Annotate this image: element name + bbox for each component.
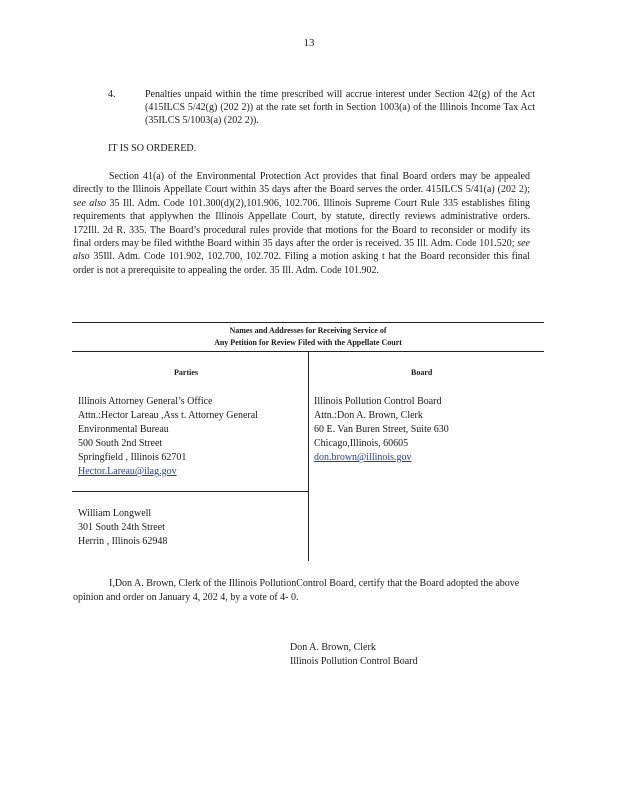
signature-block bbox=[290, 641, 418, 669]
address-line: Springfield , Illinois 62701 bbox=[78, 452, 187, 463]
item-text: Penalties unpaid within the time prescribed will accrue interest under Section 42(g) of the Act (415ILCS 5/42(g) (202 2)) at the rate set forth in Section 1003(a) of the Illinois Income Tax Act (35ILCS 5/1003(a) (202 2)). bbox=[145, 89, 535, 126]
see-also-2: see also bbox=[73, 238, 530, 263]
appeal-text-part1: Section 41(a) of the Environmental Protection Act provides that final Board orders may be appealed directly to the Illinois Appellate Court within 35 days after the Board serves the order. 415ILCS 5/41(a) (202 2); bbox=[73, 171, 530, 196]
appeal-text-part3: 35Ill. Adm. Code 101.902, 102.700, 102.702. Filing a motion asking t hat the Board reconsider this final order is not a prerequisite to appealing the order. 35 Ill. Adm. Code 101.902. bbox=[73, 251, 530, 276]
party-longwell bbox=[78, 507, 167, 549]
party-attorney-general bbox=[78, 395, 258, 479]
page-number: 13 bbox=[303, 37, 315, 49]
address-line: 60 E. Van Buren Street, Suite 630 bbox=[314, 424, 449, 435]
see-also-1: see also bbox=[73, 197, 106, 209]
board-address bbox=[314, 395, 449, 465]
address-line: Herrin , Illinois 62948 bbox=[78, 536, 168, 547]
clerk-certification bbox=[73, 577, 529, 605]
board-heading: Board bbox=[411, 368, 433, 377]
address-line: Attn.:Don A. Brown, Clerk bbox=[314, 410, 423, 421]
so-ordered-line: IT IS SO ORDERED. bbox=[108, 143, 197, 154]
parties-heading: Parties bbox=[174, 368, 198, 377]
signature-name: Don A. Brown, Clerk bbox=[290, 642, 376, 653]
parties-row-divider bbox=[72, 491, 308, 492]
item-number: 4. bbox=[108, 89, 116, 100]
address-line: William Longwell bbox=[78, 508, 152, 519]
party1-email-link[interactable]: Hector.Lareau@ilag.gov bbox=[78, 466, 177, 477]
certification-text: I,Don A. Brown, Clerk of the Illinois PollutionControl Board, certify that the Board adopted the above opinion and order on January 4, 202 4, by a vote of 4- 0. bbox=[73, 578, 520, 603]
address-line: 500 South 2nd Street bbox=[78, 438, 163, 449]
signature-org: Illinois Pollution Control Board bbox=[290, 656, 418, 667]
table-top-border bbox=[72, 322, 544, 323]
address-line: Attn.:Hector Lareau ,Ass t. Attorney General bbox=[78, 410, 258, 421]
appeal-text-part2: 35 Ill. Adm. Code 101.300(d)(2),101.906, 102.706. Illinois Supreme Court Rule 335 establishes filing requirements that applywhen the Illinois Appellate Court, by statute, directly reviews administrative orders. 172Ill. 2d R. 335. The Board’s procedural rules provide that motions for the Board to reconsider or modify its final orders may be filed withthe Board within 35 days after the order is received. 35 Ill. Adm. Code 101.520; bbox=[73, 197, 530, 250]
header-line-2: Any Petition for Review Filed with the Appellate Court bbox=[214, 338, 402, 347]
address-line: Illinois Pollution Control Board bbox=[314, 396, 442, 407]
address-line: Environmental Bureau bbox=[78, 424, 169, 435]
service-table-header bbox=[72, 325, 544, 349]
address-line: Chicago,Illinois, 60605 bbox=[314, 438, 409, 449]
board-email-link[interactable]: don.brown@illinois.gov bbox=[314, 452, 412, 463]
appeal-paragraph bbox=[73, 170, 530, 277]
header-line-1: Names and Addresses for Receiving Service of bbox=[229, 326, 387, 335]
address-line: Illinois Attorney General’s Office bbox=[78, 396, 213, 407]
address-line: 301 South 24th Street bbox=[78, 522, 165, 533]
column-divider bbox=[308, 351, 309, 561]
